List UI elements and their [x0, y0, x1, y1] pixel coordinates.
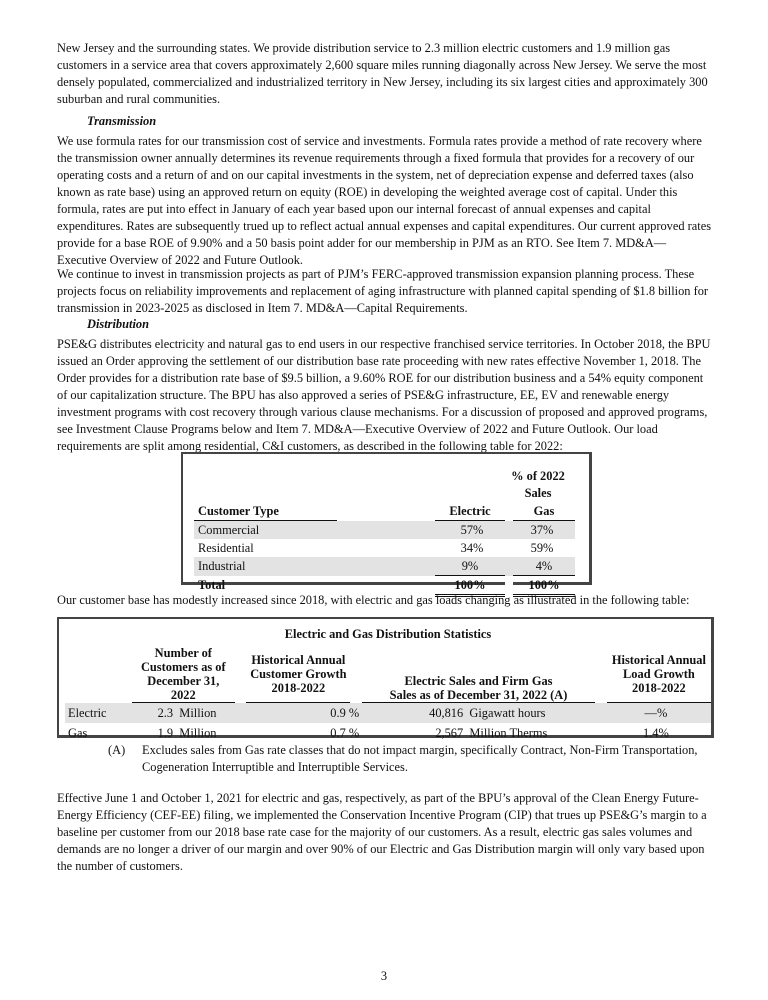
total-label: Total: [198, 578, 226, 592]
gas-pct: 59%: [530, 540, 554, 555]
load-growth-cell: —%: [601, 703, 711, 723]
customer-type: Commercial: [194, 521, 337, 540]
customers-cell: 1.9 Million: [157, 725, 217, 740]
table-row: [194, 521, 575, 540]
header-customers: Number of Customers as of December 31, 2022: [132, 646, 234, 703]
stats-title: Electric and Gas Distribution Statistics: [284, 627, 492, 641]
customer-growth-cell: 0.9 %: [246, 703, 362, 723]
gas-pct: 4%: [509, 557, 575, 576]
transmission-paragraph-2: We continue to invest in transmission projects as part of PJM’s FERC-approved transmission expansion planning process. These projects focus on reliability improvements and replacement of aging infrastructure with planned capital spending of $1.8 billion for transmission in 2023-2025 as disclosed in Item 7. MD&A—Capital Requirements.: [57, 267, 709, 315]
distribution-paragraph: PSE&G distributes electricity and natural gas to end users in our respective franchised service territories. In October 2018, the BPU issued an Order approving the settlement of our distribution base rate proceeding with new rates effective November 1, 2018. The Order provides for a distribution rate base of $9.5 billion, a 9.60% ROE for our distribution business and a 54% equity component of our capitalization structure. The BPU has also approved a series of PSE&G infrastructure, EE, EV and renewable energy investment programs with cost recovery through various clause mechanisms. For a discussion of proposed and approved programs, see Investment Clause Programs below and Item 7. MD&A—Executive Overview of 2022 and Future Outlook. Our load requirements are split among residential, C&I customers, as described in the following table for 2022:: [57, 337, 711, 453]
load-growth-cell: 1.4%: [643, 725, 669, 740]
customers-cell: 2.3 Million: [132, 703, 234, 723]
sales-group-header: % of 2022 Sales: [511, 469, 565, 500]
distribution-heading: Distribution: [87, 317, 149, 331]
transmission-heading: Transmission: [87, 114, 157, 128]
customer-base-paragraph: Our customer base has modestly increased since 2018, with electric and gas loads changing as illustrated in the following table:: [57, 593, 690, 607]
footnote-label: (A): [108, 743, 126, 757]
customer-type: Residential: [198, 540, 254, 555]
transmission-paragraph-1: We use formula rates for our transmission cost of service and investments. Formula rates provide a method of rate recovery where the transmission owner annually determines its revenue requirements through a fixed formula that provides for a recovery of our operating costs and a return of and on our capital investments in the system, net of depreciation expense and deferred taxes (also known as rate base) using an approved return on equity (ROE) in developing the weighted average cost of capital. Under this formula, rates are put into effect in January of each year based upon our internal forecast of annual expenses and capital expenditures. Rates are subsequently trued up to reflect actual annual expenses and capital expenditures. Our current approved rates provide for a base ROE of 9.90% and a 50 basis point adder for our membership in PJM as an RTO. See Item 7. MD&A—Executive Overview of 2022 and Future Outlook.: [57, 134, 712, 267]
electric-pct: 57%: [435, 521, 509, 540]
row-label: Gas: [68, 725, 88, 740]
sales-by-customer-type-table: [181, 452, 592, 592]
footnote-text: Excludes sales from Gas rate classes that do not impact margin, specifically Contract, Non-Firm Transportation, Cogeneration Interruptible and Interruptible Services.: [142, 743, 698, 774]
sales-cell: 2,567 Million Therms: [435, 725, 548, 740]
header-customer-growth: Historical Annual Customer Growth 2018-2022: [246, 646, 350, 703]
table-row: [194, 557, 575, 576]
customer-type: Industrial: [194, 557, 337, 576]
header-customer-type: Customer Type: [194, 502, 337, 521]
table-row: [194, 539, 575, 557]
page-number: 3: [380, 969, 388, 983]
gas-total: 100%: [509, 576, 575, 596]
electric-total: 100%: [435, 576, 509, 596]
header-electric: Electric: [435, 502, 509, 521]
distribution-statistics-table: [57, 617, 714, 738]
gas-pct: 37%: [509, 521, 575, 540]
customer-growth-cell: 0.7 %: [330, 725, 360, 740]
table-row: [65, 723, 711, 743]
cip-paragraph: Effective June 1 and October 1, 2021 for electric and gas, respectively, as part of the BPU’s approval of the Clean Energy Future-Energy Efficiency (CEF-EE) filing, we implemented the Conservation Incentive Program (CIP) that trues up PSE&G’s margin to a baseline per customer from our 2018 base rate case for the majority of our customers. As a result, electric gas sales volumes and demands are no longer a driver of our margin and over 90% of our Electric and Gas Distribution margin will only vary based upon the number of customers.: [57, 791, 707, 873]
table-row: [65, 703, 711, 723]
electric-pct: 34%: [460, 540, 484, 555]
header-load-growth: Historical Annual Load Growth 2018-2022: [601, 646, 711, 703]
row-label: Electric: [65, 703, 132, 723]
header-sales: Electric Sales and Firm Gas Sales as of December 31, 2022 (A): [362, 646, 601, 703]
footnote-a: [108, 742, 708, 776]
intro-paragraph: New Jersey and the surrounding states. We provide distribution service to 2.3 million electric customers and 1.9 million gas customers in a service area that covers approximately 2,600 square miles running diagonally across New Jersey. We serve the most densely populated, commercialized and industrialized territory in New Jersey, including its six largest cities and approximately 300 suburban and rural communities.: [57, 41, 708, 106]
electric-pct: 9%: [435, 557, 509, 576]
sales-cell: 40,816 Gigawatt hours: [362, 703, 601, 723]
header-gas: Gas: [509, 502, 575, 521]
